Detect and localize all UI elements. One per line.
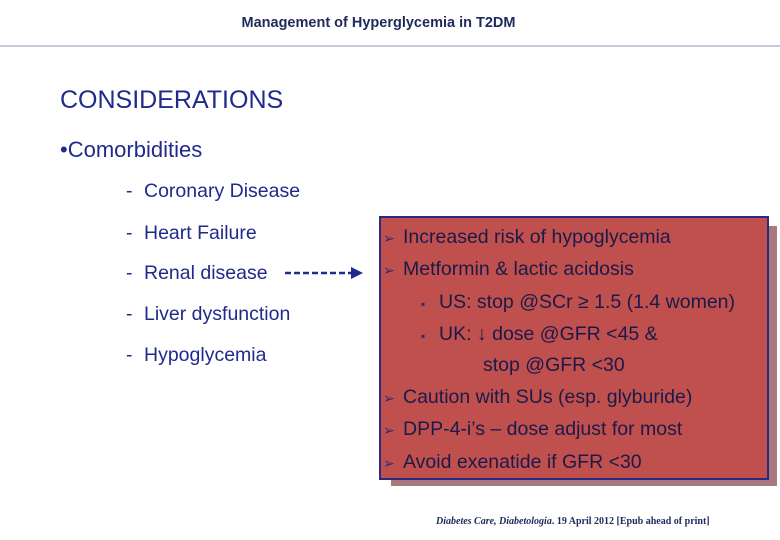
dash-icon: - bbox=[126, 262, 133, 284]
panel-line-text: UK: bbox=[439, 323, 472, 345]
dash-icon: - bbox=[126, 222, 133, 244]
comorbidity-item bbox=[126, 262, 268, 285]
panel-line-text: DPP-4-i’s – dose adjust for most bbox=[403, 418, 683, 440]
panel-line bbox=[383, 451, 642, 474]
main-bullet bbox=[60, 137, 202, 163]
comorbidity-label: Liver dysfunction bbox=[144, 303, 291, 325]
comorbidity-item bbox=[126, 303, 290, 326]
panel-line-text: Increased risk of hypoglycemia bbox=[403, 226, 671, 248]
dash-icon: - bbox=[126, 180, 133, 202]
square-bullet-icon: ▪ bbox=[421, 329, 426, 343]
comorbidity-item bbox=[126, 222, 257, 245]
dash-icon: - bbox=[126, 303, 133, 325]
renal-disease-panel bbox=[379, 216, 769, 480]
panel-line bbox=[383, 226, 671, 249]
panel-line bbox=[383, 258, 634, 281]
panel-subline-cont: stop @GFR <30 bbox=[483, 354, 625, 376]
comorbidity-label: Coronary Disease bbox=[144, 180, 301, 202]
dash-icon: - bbox=[126, 344, 133, 366]
down-arrow-icon: ↓ bbox=[476, 323, 487, 345]
comorbidity-item bbox=[126, 180, 300, 203]
chevron-right-icon: ➢ bbox=[383, 390, 395, 406]
comorbidity-label: Hypoglycemia bbox=[144, 344, 267, 366]
slide-header-title: Management of Hyperglycemia in T2DM bbox=[241, 15, 516, 31]
section-title: CONSIDERATIONS bbox=[60, 86, 284, 114]
citation-footnote bbox=[436, 516, 710, 527]
panel-line-text: US: stop @SCr ≥ 1.5 (1.4 women) bbox=[439, 291, 736, 313]
panel-line bbox=[383, 418, 682, 441]
comorbidity-item bbox=[126, 344, 266, 367]
header-divider bbox=[0, 45, 780, 47]
panel-line-text: Caution with SUs (esp. glyburide) bbox=[403, 386, 693, 408]
chevron-right-icon: ➢ bbox=[383, 230, 395, 246]
panel-line bbox=[383, 386, 692, 409]
panel-subline bbox=[421, 323, 658, 346]
dashed-arrow-icon bbox=[285, 266, 363, 280]
chevron-right-icon: ➢ bbox=[383, 262, 395, 278]
citation-journals: Diabetes Care, Diabetologia bbox=[436, 516, 552, 527]
comorbidity-label: Heart Failure bbox=[144, 222, 257, 244]
citation-date: . 19 April 2012 [Epub ahead of print] bbox=[551, 516, 710, 527]
chevron-right-icon: ➢ bbox=[383, 422, 395, 438]
slide-header bbox=[0, 0, 780, 46]
panel-subline bbox=[421, 291, 735, 314]
panel-line-text: Avoid exenatide if GFR <30 bbox=[403, 451, 642, 473]
comorbidity-label: Renal disease bbox=[144, 262, 268, 284]
chevron-right-icon: ➢ bbox=[383, 455, 395, 471]
bullet-dot: • bbox=[60, 137, 68, 162]
panel-line-text: dose @GFR <45 & bbox=[492, 323, 658, 345]
panel-line-text: Metformin & lactic acidosis bbox=[403, 258, 634, 280]
square-bullet-icon: ▪ bbox=[421, 297, 426, 311]
main-bullet-text: Comorbidities bbox=[67, 137, 203, 162]
